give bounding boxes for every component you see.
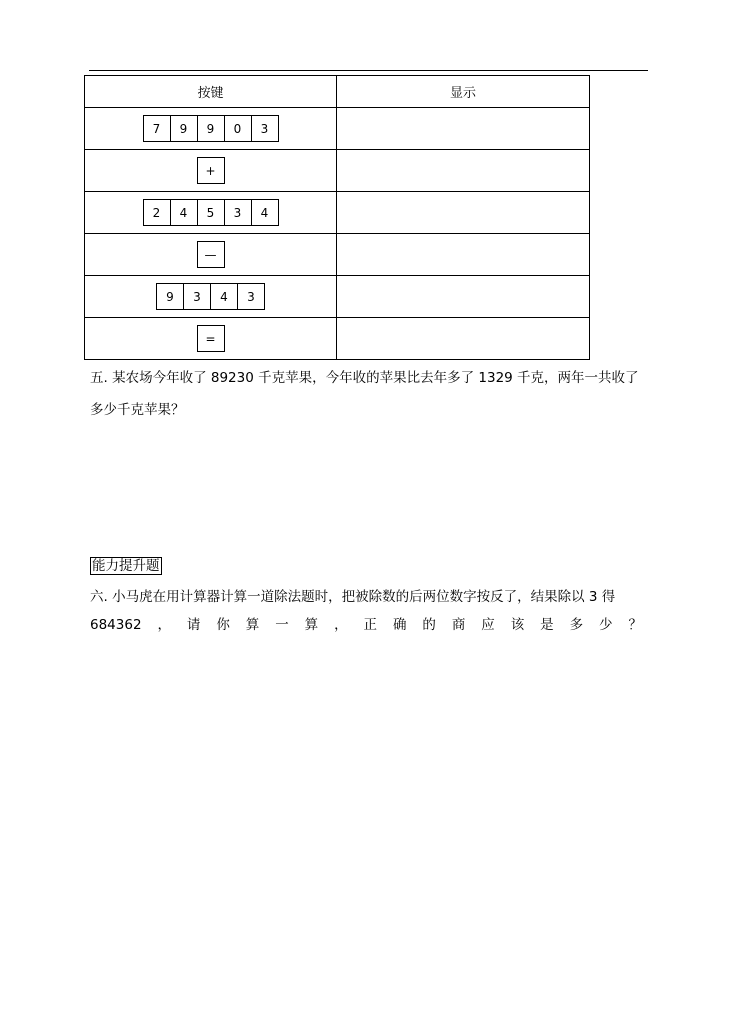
calculator-key: 4 [251,199,279,226]
calculator-key: 4 [170,199,198,226]
question-6-token: 多 [569,617,584,633]
question-6-token: 你 [216,617,230,633]
question-6-token: 算 [304,617,319,633]
question-6-token: 请 [186,617,201,633]
keys-cell [85,234,337,276]
calculator-key: 3 [251,115,279,142]
display-cell[interactable] [337,276,590,318]
calculator-key: 3 [237,283,265,310]
table-row [85,234,590,276]
question-6-token: 是 [540,617,554,633]
question-6-token: 应 [481,617,495,633]
display-cell[interactable] [337,234,590,276]
question-6-token: 确 [392,617,407,633]
table-row [85,108,590,150]
table-row [85,150,590,192]
calculator-key: 4 [210,283,238,310]
display-cell[interactable] [337,318,590,360]
calculator-key: 5 [197,199,225,226]
header-keys: 按键 [85,76,337,108]
display-cell[interactable] [337,150,590,192]
question-6-token: 正 [363,617,378,633]
keys-cell [85,150,337,192]
header-display: 显示 [337,76,590,108]
question-6-token: ？ [628,617,642,633]
key-sequence [197,241,225,268]
question-5-line-2: 多少千克苹果？ [90,402,185,418]
keys-cell [85,318,337,360]
calculator-key: 9 [156,283,184,310]
calculator-key: 7 [143,115,171,142]
calculator-key: 3 [224,199,252,226]
question-6-token: 少 [599,617,613,633]
question-6-token: 算 [245,617,260,633]
question-6-line-1: 六. 小马虎在用计算器计算一道除法题时，把被除数的后两位数字按反了，结果除以 3 得 [90,589,616,605]
keys-cell [85,276,337,318]
question-6-token: ， [157,617,171,633]
top-rule [89,70,648,71]
question-6-line-2 [90,617,642,633]
key-sequence [143,115,279,142]
question-6-token: 一 [275,617,289,633]
calculator-key: 9 [197,115,225,142]
calculator-key: 9 [170,115,198,142]
question-6-token: 的 [422,617,436,633]
calculator-key: — [197,241,225,268]
table-row [85,192,590,234]
calculator-key: 0 [224,115,252,142]
calculator-key: 2 [143,199,171,226]
question-6-token: ， [334,617,348,633]
question-6-token: 684362 [90,617,142,633]
keys-cell [85,108,337,150]
key-sequence [197,325,225,352]
calculator-key: = [197,325,225,352]
key-sequence [156,283,265,310]
display-cell[interactable] [337,192,590,234]
table-row [85,318,590,360]
key-sequence [197,157,225,184]
calculator-key-table [84,75,590,360]
display-cell[interactable] [337,108,590,150]
question-6-token: 商 [451,617,466,633]
question-5-line-1: 五. 某农场今年收了 89230 千克苹果，今年收的苹果比去年多了 1329 千克，两年一共收了 [90,370,639,386]
question-6-token: 该 [510,617,525,633]
keys-cell [85,192,337,234]
key-sequence [143,199,279,226]
calculator-key: 3 [183,283,211,310]
table-row [85,276,590,318]
table-header-row [85,76,590,108]
section-title: 能力提升题 [92,558,160,574]
calculator-key: + [197,157,225,184]
